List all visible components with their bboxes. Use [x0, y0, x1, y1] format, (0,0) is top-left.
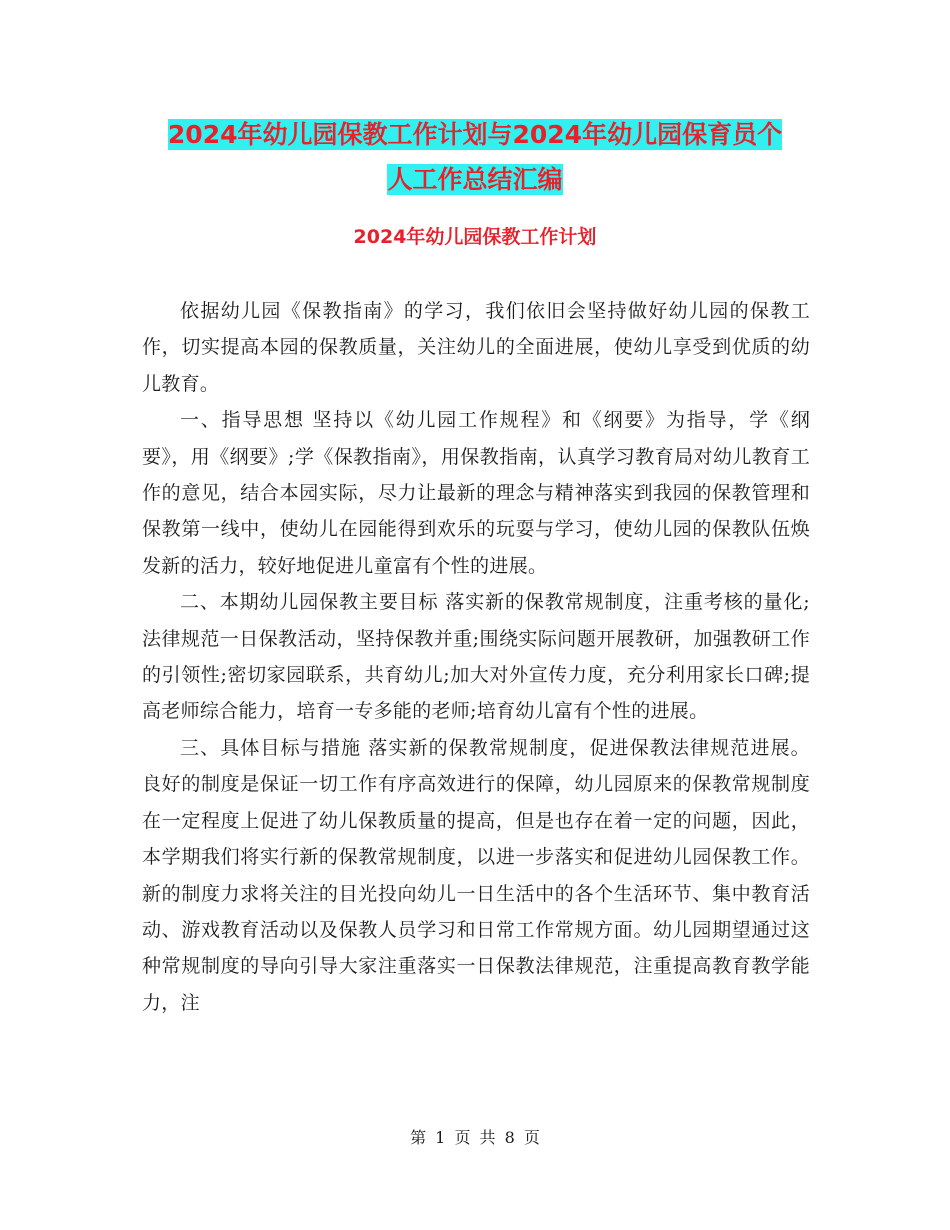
paragraph-guiding-ideology: 一、指导思想 坚持以《幼儿园工作规程》和《纲要》为指导，学《纲要》，用《纲要》;学《保教指南》，用保教指南，认真学习教育局对幼儿教育工作的意见，结合本园实际，尽力让最新的理念与精神落实到我园的保教管理和保教第一线中，使幼儿在园能得到欢乐的玩耍与学习，使幼儿园的保教队伍焕发新的活力，较好地促进儿童富有个性的进展。	[142, 409, 810, 577]
body-text	[142, 293, 810, 1021]
paragraph-specific-measures: 三、具体目标与措施 落实新的保教常规制度，促进保教法律规范进展。 良好的制度是保证一切工作有序高效进行的保障，幼儿园原来的保教常规制度在一定程度上促进了幼儿保教质量的提高，但是也存在着一定的问题，因此，本学期我们将实行新的保教常规制度，以进一步落实和促进幼儿园保教工作。新的制度力求将关注的目光投向幼儿一日生活中的各个生活环节、集中教育活动、游戏教育活动以及保教人员学习和日常工作常规方面。幼儿园期望通过这种常规制度的导向引导大家注重落实一日保教法律规范，注重提高教育教学能力，注	[142, 736, 810, 1014]
page-number-footer: 第 1 页 共 8 页	[410, 1128, 540, 1147]
section-title: 2024年幼儿园保教工作计划	[353, 226, 597, 248]
main-title-line-2: 人工作总结汇编	[387, 165, 563, 194]
main-title	[140, 112, 810, 202]
paragraph-intro: 依据幼儿园《保教指南》的学习，我们依旧会坚持做好幼儿园的保教工作，切实提高本园的保教质量，关注幼儿的全面进展，使幼儿享受到优质的幼儿教育。	[142, 300, 810, 395]
main-title-line-1: 2024年幼儿园保教工作计划与2024年幼儿园保育员个	[167, 120, 783, 149]
paragraph-main-goals: 二、本期幼儿园保教主要目标 落实新的保教常规制度，注重考核的量化;法律规范一日保教活动，坚持保教并重;围绕实际问题开展教研，加强教研工作的引领性;密切家园联系，共育幼儿;加大对外宣传力度，充分利用家长口碑;提高老师综合能力，培育一专多能的老师;培育幼儿富有个性的进展。	[142, 591, 810, 723]
